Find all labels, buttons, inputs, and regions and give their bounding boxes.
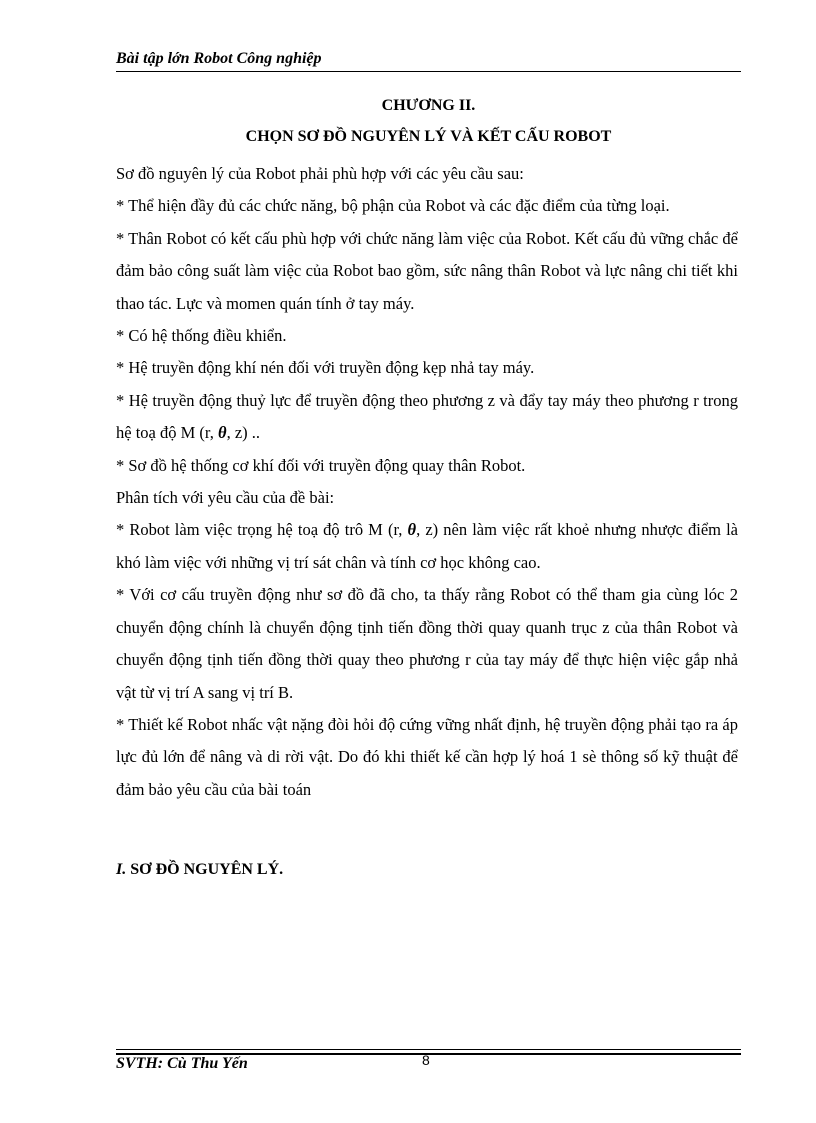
paragraph-hydraulic-text-a: * Hệ truyền động thuỷ lực để truyền động theo phương z và đẩy tay máy theo phương r trong hệ toạ độ M (r, <box>116 390 738 443</box>
paragraph-requirement-pneumatic: * Hệ truyền động khí nén đối với truyền động kẹp nhả tay máy. <box>116 358 535 378</box>
footer-divider-thin <box>116 1049 741 1050</box>
paragraph-coordinates-text-b: , z) nên làm việc rất khoẻ nhưng nhược điểm là khó làm việc với những vị trí sát chân và tính cơ học không cao. <box>116 520 738 572</box>
header-title: Bài tập lớn Robot Công nghiệp <box>116 50 322 67</box>
paragraph-analysis-design: * Thiết kế Robot nhấc vật nặng đòi hỏi độ cứng vững nhất định, hệ truyền động phải tạo ra áp lực đủ lớn để nâng và di rời vật. Do đó khi thiết kế cần hợp lý hoá 1 sè thông số kỹ thuật để đảm bảo yêu cầu của bài toán <box>116 714 738 799</box>
theta-symbol: θ <box>217 423 227 443</box>
section-number: I. <box>116 861 127 878</box>
paragraph-analysis-heading: Phân tích với yêu cầu của đề bài: <box>116 488 335 508</box>
theta-symbol: θ <box>407 520 417 540</box>
paragraph-analysis-coordinates <box>116 514 738 579</box>
chapter-number: CHƯƠNG II. <box>381 97 476 114</box>
paragraph-analysis-motion: * Với cơ cấu truyền động như sơ đồ đã cho, ta thấy rằng Robot có thể tham gia cùng lóc 2 chuyển động chính là chuyển động tịnh tiến đồng thời quay quanh trục z của thân Robot và chuyển động tịnh tiến đồng thời quay theo phương r của tay máy để thực hiện việc gắp nhả vật từ vị trí A sang vị trí B. <box>116 585 738 702</box>
paragraph-hydraulic-text-b: , z) .. <box>226 423 261 443</box>
paragraph-coordinates-text-a: * Robot làm việc trọng hệ toạ độ trô M (r, <box>116 520 408 540</box>
section-title: SƠ ĐỒ NGUYÊN LÝ. <box>126 861 284 878</box>
paragraph-requirement-structure: * Thân Robot có kết cấu phù hợp với chức năng làm việc của Robot. Kết cấu đủ vững chắc để đảm bảo công suất làm việc của Robot bao gồm, sức nâng thân Robot và lực nâng chi tiết khi thao tác. Lực và momen quán tính ở tay máy. <box>116 228 738 313</box>
paragraph-requirement-hydraulic <box>116 385 738 450</box>
body-text <box>116 158 738 806</box>
paragraph-intro: Sơ đồ nguyên lý của Robot phải phù hợp với các yêu cầu sau: <box>116 164 524 183</box>
chapter-title: CHỌN SƠ ĐỒ NGUYÊN LÝ VÀ KẾT CẤU ROBOT <box>245 128 612 145</box>
page-number: 8 <box>422 1052 430 1068</box>
section-heading <box>116 861 283 879</box>
header-divider <box>116 71 741 72</box>
paragraph-requirement-mechanical: * Sơ đồ hệ thống cơ khí đối với truyền động quay thân Robot. <box>116 455 526 475</box>
paragraph-requirement-control: * Có hệ thống điều khiển. <box>116 326 287 346</box>
paragraph-requirement-functions: * Thể hiện đầy đủ các chức năng, bộ phận của Robot và các đặc điểm của từng loại. <box>116 196 670 216</box>
footer-author: SVTH: Cù Thu Yến <box>116 1055 248 1072</box>
